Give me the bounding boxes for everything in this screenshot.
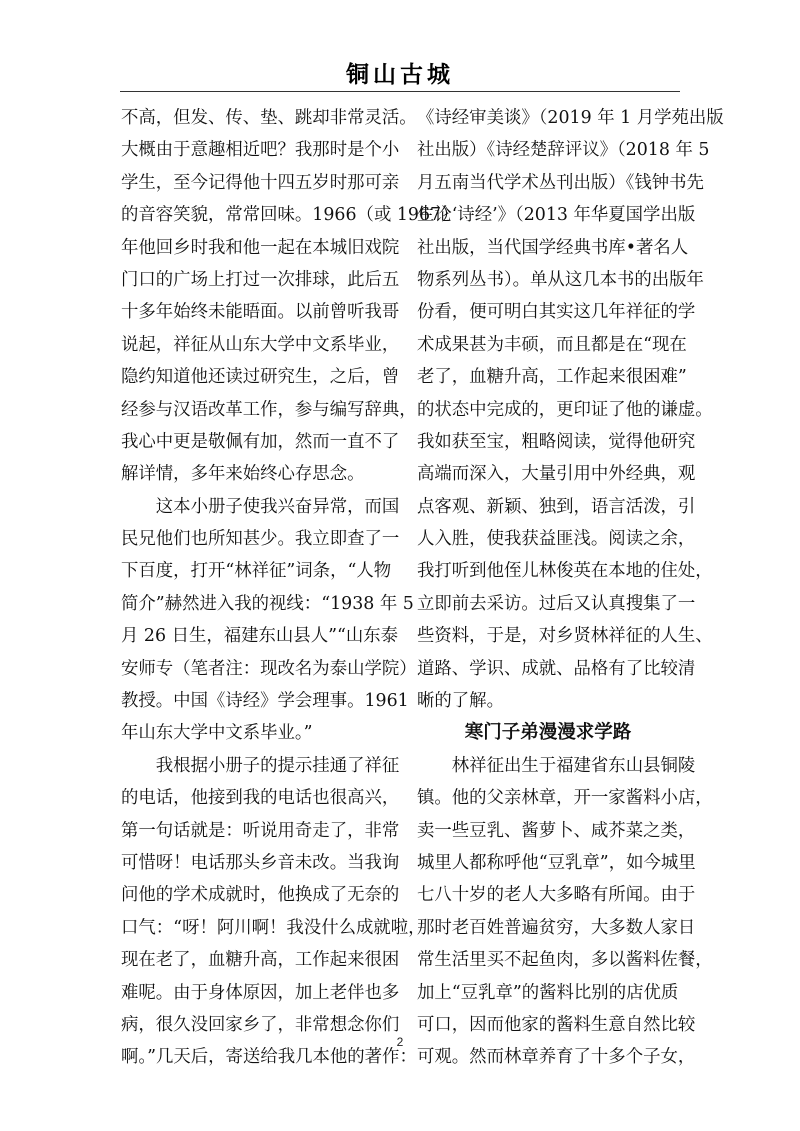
- text-line: 高端而深入，大量引用中外经典，观: [417, 464, 696, 485]
- text-line: 现在老了，血糖升高，工作起来很困: [121, 950, 400, 971]
- text-line: 我如获至宝，粗略阅读，觉得他研究: [417, 431, 696, 452]
- text-line: 可观。然而林章养育了十多个子女，: [417, 1047, 696, 1068]
- right-text-column: [417, 102, 724, 1074]
- text-line: 社出版）《诗经楚辞评议》（2018 年 5: [417, 140, 710, 161]
- text-line: 十多年始终未能晤面。以前曾听我哥: [121, 302, 400, 323]
- text-line: 简介”赫然进入我的视线：“1938 年 5: [121, 593, 414, 614]
- text-line: 镇。他的父亲林章，开一家酱料小店，: [417, 788, 713, 809]
- text-line: 说起，祥征从山东大学中文系毕业，: [121, 334, 400, 355]
- text-line: 加上“豆乳章”的酱料比别的店优质: [417, 982, 679, 1003]
- text-line: 问他的学术成就时，他换成了无奈的: [121, 885, 400, 906]
- text-line: 那时老百姓普遍贫穷，大多数人家日: [417, 917, 696, 938]
- text-line: 立即前去采访。过后又认真搜集了一: [417, 593, 696, 614]
- text-line: 安师专（笔者注：现改名为泰山学院）: [121, 658, 417, 679]
- text-line: 可口，因而他家的酱料生意自然比较: [417, 1014, 696, 1035]
- text-line: 我打听到他侄儿林俊英在本地的住处，: [417, 561, 713, 582]
- text-line: 不高，但发、传、垫、跳却非常灵活。: [121, 108, 417, 128]
- text-line: 城里人都称呼他“豆乳章”，如今城里: [417, 852, 696, 873]
- text-line: 常生活里买不起鱼肉，多以酱料佐餐，: [417, 950, 713, 971]
- text-line: 生论‘诗经’》（2013 年华夏国学出版: [417, 205, 696, 226]
- text-line: 些资料，于是，对乡贤林祥征的人生、: [417, 626, 713, 647]
- page-number: 2: [396, 1035, 404, 1049]
- text-line: 七八十岁的老人大多略有所闻。由于: [417, 885, 696, 906]
- text-line: 月五南当代学术丛刊出版）《钱钟书先: [417, 172, 704, 193]
- text-line: 下百度，打开“林祥征”词条，“人物: [121, 561, 392, 582]
- text-line: 的电话，他接到我的电话也很高兴，: [121, 788, 400, 809]
- text-line: 经参与汉语改革工作，参与编写辞典，: [121, 399, 417, 420]
- text-line: 啊。”几天后，寄送给我几本他的著作：: [121, 1047, 417, 1068]
- text-line: 大概由于意趣相近吧？我那时是个小: [121, 140, 400, 161]
- text-line: 隐约知道他还读过研究生，之后，曾: [121, 367, 400, 388]
- text-line: 份看，便可明白其实这几年祥征的学: [417, 302, 696, 323]
- text-line: 年山东大学中文系毕业。”: [121, 723, 313, 744]
- text-line: 这本小册子使我兴奋异常，而国: [121, 496, 400, 517]
- text-line: 门口的广场上打过一次排球，此后五: [121, 269, 400, 290]
- text-line: 月 26 日生，福建东山县人”“山东泰: [121, 626, 399, 647]
- text-line: 《诗经审美谈》（2019 年 1 月学苑出版: [417, 108, 724, 128]
- text-line: 病，很久没回家乡了，非常想念你们: [121, 1014, 400, 1035]
- text-line: 晰的了解。: [417, 691, 504, 712]
- text-line: 我根据小册子的提示挂通了祥征: [121, 755, 400, 776]
- text-line: 第一句话就是：听说用奇走了，非常: [121, 820, 400, 841]
- header-divider: [120, 91, 680, 92]
- text-line: 我心中更是敬佩有加，然而一直不了: [121, 431, 400, 452]
- left-text-column: [121, 102, 459, 1074]
- section-heading: 寒门子弟漫漫求学路: [464, 722, 632, 744]
- text-line: 的状态中完成的，更印证了他的谦虚。: [417, 399, 713, 420]
- text-line: 难呢。由于身体原因，加上老伴也多: [121, 982, 400, 1003]
- text-line: 口气：“呀！阿川啊！我没什么成就啦，: [121, 917, 426, 938]
- text-line: 林祥征出生于福建省东山县铜陵: [417, 755, 696, 776]
- text-line: 解详情，多年来始终心存思念。: [121, 464, 365, 485]
- text-line: 物系列丛书）。单从这几本书的出版年: [417, 269, 704, 290]
- text-line: 道路、学识、成就、品格有了比较清: [417, 658, 696, 679]
- text-line: 术成果甚为丰硕，而且都是在“现在: [417, 334, 687, 355]
- text-line: 卖一些豆乳、酱萝卜、咸芥菜之类，: [417, 820, 696, 841]
- running-header-title: 铜山古城: [346, 61, 454, 88]
- text-line: 民兄他们也所知甚少。我立即查了一: [121, 529, 400, 550]
- text-line: 的音容笑貌，常常回味。1966（或 1967）: [121, 205, 459, 226]
- text-line: 可惜呀！电话那头乡音未改。当我询: [121, 852, 400, 873]
- text-line: 人入胜，使我获益匪浅。阅读之余，: [417, 529, 696, 550]
- text-line: 社出版，当代国学经典书库•著名人: [417, 237, 689, 258]
- text-line: 教授。中国《诗经》学会理事。1961: [121, 691, 409, 712]
- text-line: 老了，血糖升高，工作起来很困难”: [417, 367, 687, 388]
- text-line: 点客观、新颖、独到，语言活泼，引: [417, 496, 696, 517]
- text-line: 学生，至今记得他十四五岁时那可亲: [121, 172, 400, 193]
- text-line: 年他回乡时我和他一起在本城旧戏院: [121, 237, 400, 258]
